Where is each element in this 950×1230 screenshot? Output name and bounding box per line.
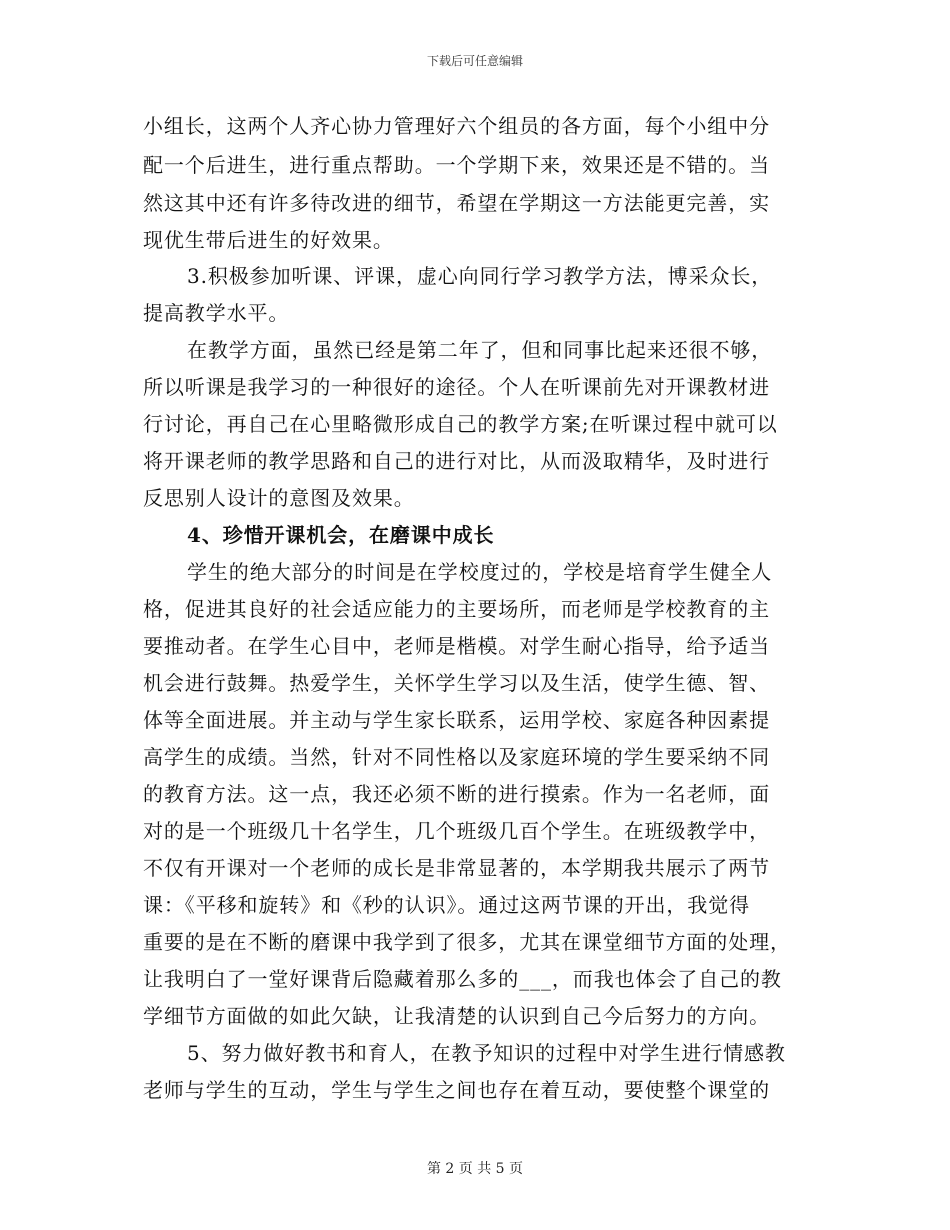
text-line: 格，促进其良好的社会适应能力的主要场所，而老师是学校教育的主 [143, 597, 770, 621]
text-line: 课：《平移和旋转》和《秒的认识》。通过这两节课的开出，我觉得 [143, 893, 750, 917]
text-line: 高学生的成绩。当然，针对不同性格以及家庭环境的学生要采纳不同 [143, 745, 770, 769]
text-line: 在教学方面，虽然已经是第二年了，但和同事比起来还很不够， [187, 338, 773, 362]
text-line: 提高教学水平。 [143, 301, 290, 325]
section-heading: 4、珍惜开课机会，在磨课中成长 [187, 523, 495, 547]
text-line: 学生的绝大部分的时间是在学校度过的，学校是培育学生健全人 [187, 560, 773, 584]
page-footer: 第 2 页 共 5 页 [426, 1161, 524, 1177]
page-header: 下载后可任意编辑 [426, 54, 523, 68]
text-line: 5、努力做好教书和育人，在教予知识的过程中对学生进行情感教 [187, 1041, 786, 1065]
text-line: 不仅有开课对一个老师的成长是非常显著的，本学期我共展示了两节 [143, 856, 770, 880]
text-line: 让我明白了一堂好课背后隐藏着那么多的___，而我也体会了自己的教 [143, 967, 782, 991]
text-line: 将开课老师的教学思路和自己的进行对比，从而汲取精华，及时进行 [143, 449, 770, 473]
text-line: 老师与学生的互动，学生与学生之间也存在着互动，要使整个课堂的 [143, 1078, 770, 1102]
text-line: 行讨论，再自己在心里略微形成自己的教学方案;在听课过程中就可以 [143, 412, 778, 436]
text-line: 然这其中还有许多待改进的细节，希望在学期这一方法能更完善，实 [143, 191, 770, 215]
text-line: 学细节方面做的如此欠缺，让我清楚的认识到自己今后努力的方向。 [143, 1004, 770, 1028]
text-line: 所以听课是我学习的一种很好的途径。个人在听课前先对开课教材进 [143, 375, 770, 399]
text-line: 重要的是在不断的磨课中我学到了很多，尤其在课堂细节方面的处理， [143, 930, 791, 954]
text-line: 反思别人设计的意图及效果。 [143, 486, 415, 510]
text-line: 的教育方法。这一点，我还必须不断的进行摸索。作为一名老师，面 [143, 782, 770, 806]
text-line: 机会进行鼓舞。热爱学生，关怀学生学习以及生活，使学生德、智、 [143, 671, 770, 695]
text-line: 对的是一个班级几十名学生，几个班级几百个学生。在班级教学中， [143, 819, 770, 843]
text-line: 体等全面进展。并主动与学生家长联系，运用学校、家庭各种因素提 [143, 708, 770, 732]
text-line: 小组长，这两个人齐心协力管理好六个组员的各方面，每个小组中分 [143, 114, 770, 138]
text-line: 3.积极参加听课、评课，虚心向同行学习教学方法，博采众长， [187, 264, 773, 288]
text-line: 现优生带后进生的好效果。 [143, 228, 394, 252]
text-line: 要推动者。在学生心目中，老师是楷模。对学生耐心指导，给予适当 [143, 634, 770, 658]
text-line: 配一个后进生，进行重点帮助。一个学期下来，效果还是不错的。当 [143, 153, 770, 177]
